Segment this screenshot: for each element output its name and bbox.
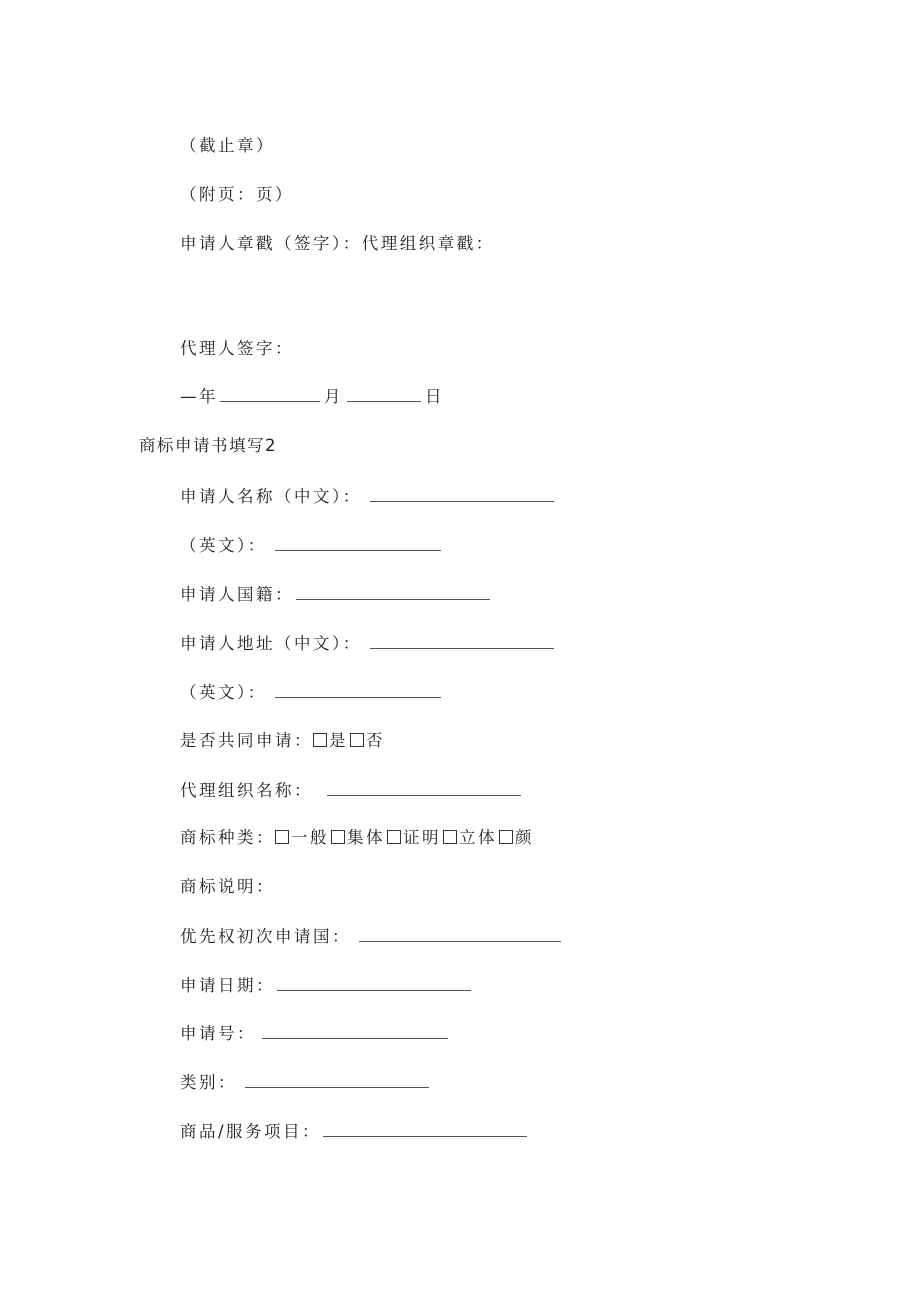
mark-type-row [180, 826, 536, 850]
day-label: 日 [425, 387, 444, 406]
nationality-field[interactable] [296, 582, 490, 600]
priority-country-row [180, 924, 565, 948]
applicant-name-en-label: （英文）： [180, 536, 267, 555]
day-blank[interactable] [347, 384, 421, 402]
agency-name-row [180, 778, 525, 802]
section-title: 商标申请书填写2 [139, 436, 277, 455]
joint-no-label: 否 [366, 731, 385, 750]
month-blank[interactable] [220, 384, 320, 402]
priority-country-field[interactable] [359, 924, 561, 942]
application-number-field[interactable] [262, 1021, 448, 1039]
nationality-row [180, 582, 494, 606]
date-line [180, 384, 444, 408]
mark-description-label: 商标说明： [180, 877, 275, 896]
mark-type-label: 商标种类： [180, 828, 275, 847]
mark-description-row [180, 875, 275, 899]
seal-line: （截止章） [180, 136, 275, 155]
mark-general-label: 一般 [291, 828, 329, 847]
mark-certification-label: 证明 [403, 828, 441, 847]
goods-services-field[interactable] [323, 1119, 527, 1137]
mark-collective-label: 集体 [347, 828, 385, 847]
goods-services-row [180, 1119, 531, 1143]
address-en-field[interactable] [275, 680, 441, 698]
agency-name-label: 代理组织名称： [180, 781, 313, 800]
agent-signature-line: 代理人签字： [180, 339, 294, 358]
applicant-name-cn-field[interactable] [370, 484, 554, 502]
applicant-name-cn-row [180, 484, 558, 508]
checkbox-mark-color[interactable] [499, 830, 513, 844]
priority-country-label: 优先权初次申请国： [180, 927, 351, 946]
checkbox-mark-general[interactable] [275, 830, 289, 844]
address-cn-row [180, 631, 558, 655]
joint-application-label: 是否共同申请： [180, 731, 313, 750]
mark-color-label: 颜 [515, 828, 534, 847]
checkbox-mark-certification[interactable] [387, 830, 401, 844]
address-cn-label: 申请人地址（中文）： [180, 634, 362, 653]
joint-application-row [180, 729, 387, 753]
application-date-field[interactable] [277, 973, 471, 991]
nationality-label: 申请人国籍： [180, 585, 294, 604]
agency-name-field[interactable] [327, 778, 521, 796]
applicant-name-en-row [180, 533, 445, 557]
joint-yes-label: 是 [329, 731, 348, 750]
application-number-row [180, 1021, 452, 1045]
applicant-name-cn-label: 申请人名称（中文）： [180, 487, 362, 506]
mark-3d-label: 立体 [459, 828, 497, 847]
goods-services-label: 商品/服务项目： [180, 1122, 322, 1141]
year-label: —年 [180, 387, 218, 406]
class-row [180, 1070, 433, 1094]
address-cn-field[interactable] [370, 631, 554, 649]
checkbox-joint-yes[interactable] [313, 733, 327, 747]
address-en-row [180, 680, 445, 704]
attachment-line: （附页：页） [180, 185, 294, 204]
checkbox-joint-no[interactable] [350, 733, 364, 747]
application-date-row [180, 973, 475, 997]
address-en-label: （英文）： [180, 683, 267, 702]
applicant-name-en-field[interactable] [275, 533, 441, 551]
application-date-label: 申请日期： [180, 976, 275, 995]
month-label: 月 [324, 387, 343, 406]
class-label: 类别： [180, 1073, 237, 1092]
checkbox-mark-3d[interactable] [443, 830, 457, 844]
class-field[interactable] [245, 1070, 429, 1088]
signature-line: 申请人章戳（签字）：代理组织章戳： [180, 234, 495, 253]
application-number-label: 申请号： [180, 1024, 256, 1043]
checkbox-mark-collective[interactable] [331, 830, 345, 844]
